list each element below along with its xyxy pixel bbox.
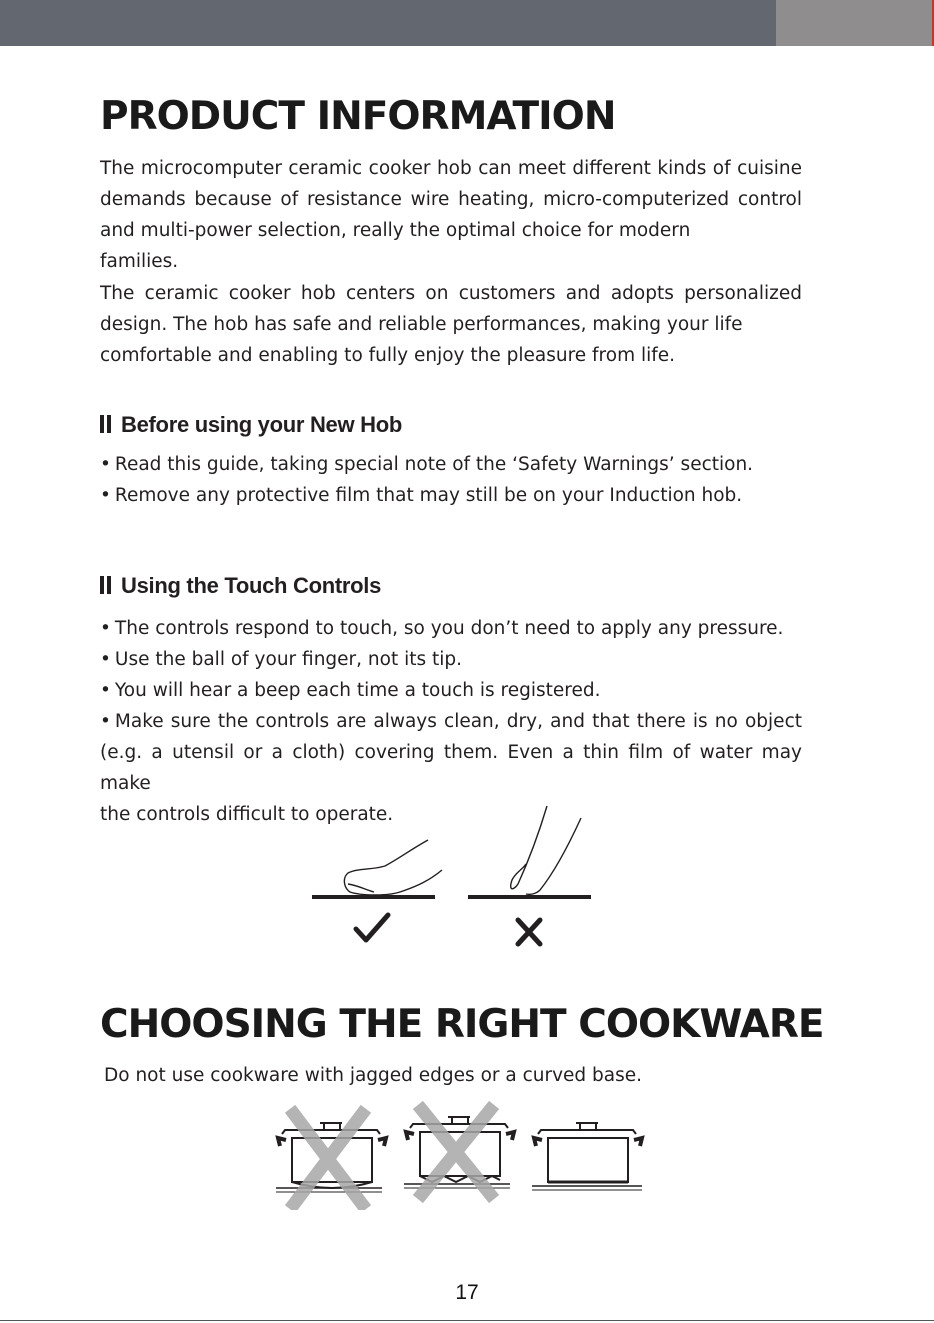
list-item: • Make sure the controls are always clean, dry, and that there is no object (e.g. a utensil or a cloth) covering them. Even a thin film of water may make the controls difficult to operate. [100,711,802,825]
intro-paragraph-1-text: The microcomputer ceramic cooker hob can meet different kinds of cuisine demands because of resistance wire heating, micro-computerized control and multi-power selection, really the optimal choice for modern [100,158,802,241]
cookware-text: Do not use cookware with jagged edges or a curved base. [104,1065,643,1086]
touch-controls-heading [100,572,381,600]
footer-divider [0,1320,934,1321]
before-using-heading [100,411,402,439]
choosing-cookware-title: CHOOSING THE RIGHT COOKWARE [100,1002,824,1047]
pot-jagged-base-icon [404,1110,514,1194]
touch-controls-list [100,613,802,830]
finger-ball-touch-icon [312,840,442,897]
intro-paragraph-2 [100,278,802,371]
product-information-title: PRODUCT INFORMATION [100,94,616,139]
cookware-illustration [270,1100,650,1210]
pot-flat-base-icon [532,1123,642,1190]
touch-controls-heading-text: Using the Touch Controls [121,573,382,598]
list-item: • Remove any protective film that may still be on your Induction hob. [100,485,743,506]
section-marker-icon [100,415,112,433]
intro-paragraph-1-end: families. [100,251,179,272]
intro-paragraph-2-text: The ceramic cooker hob centers on customers and adopts personalized design. The hob has safe and reliable performances, making your life [100,283,802,335]
before-using-heading-text: Before using your New Hob [121,412,402,437]
intro-paragraph-1 [100,153,802,277]
header-bar [0,0,776,46]
header-tab [776,0,932,46]
list-item: • Read this guide, taking special note of the ‘Safety Warnings’ section. [100,454,754,475]
checkmark-icon [356,915,388,940]
page-number: 17 [455,1281,479,1304]
before-using-list [100,449,802,511]
list-item: • You will hear a beep each time a touch is registered. [100,680,601,701]
list-item: • The controls respond to touch, so you don’t need to apply any pressure. [100,618,784,639]
intro-paragraph-2-end: comfortable and enabling to fully enjoy the pleasure from life. [100,345,676,366]
pot-curved-base-icon [276,1114,386,1204]
cross-icon [518,920,540,944]
section-marker-icon [100,576,112,594]
list-item: • Use the ball of your finger, not its tip. [100,649,463,670]
touch-technique-illustration [300,800,610,960]
finger-tip-touch-icon [468,806,591,897]
